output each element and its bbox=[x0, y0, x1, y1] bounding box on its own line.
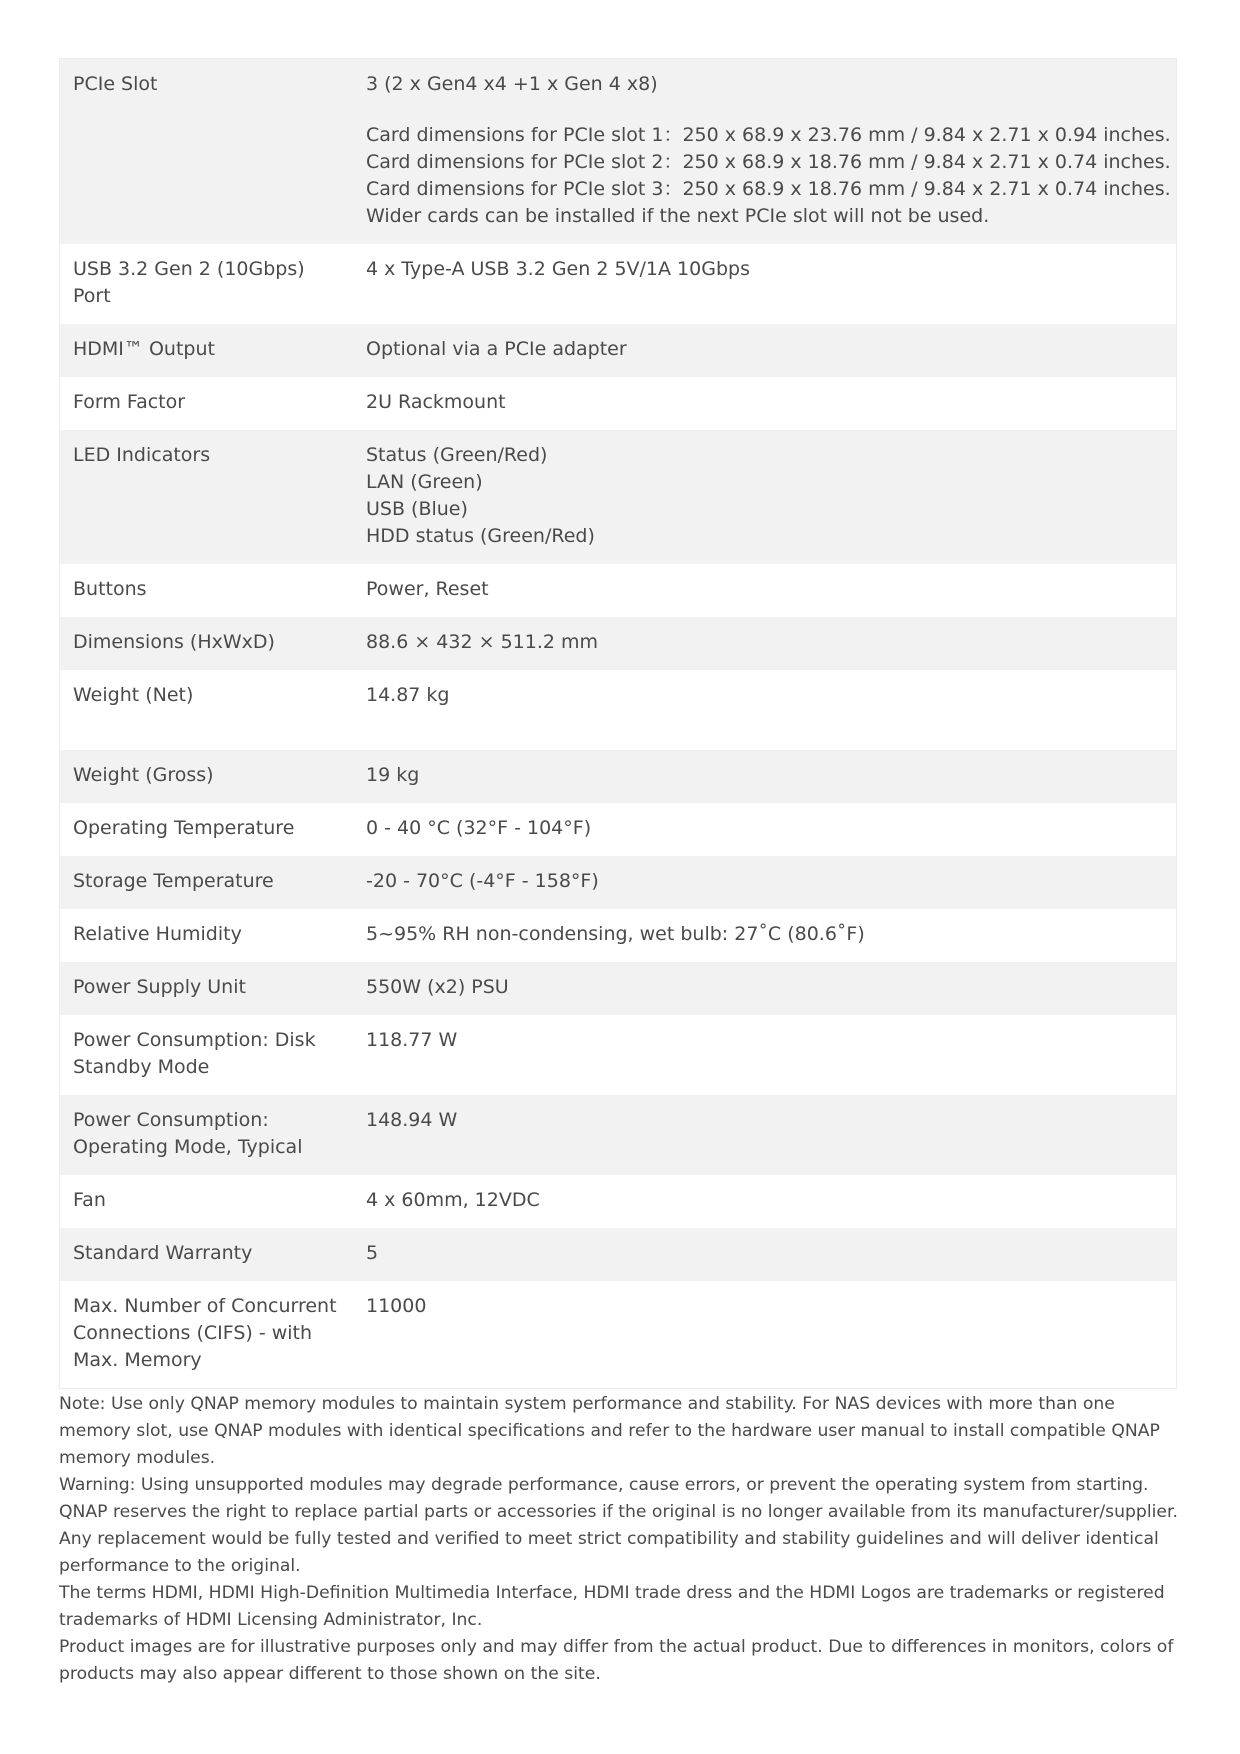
spec-label: Operating Temperature bbox=[60, 803, 354, 856]
spec-value-line: Wider cards can be installed if the next PCIe slot will not be used. bbox=[366, 205, 990, 227]
spec-row bbox=[60, 1095, 1177, 1175]
footnote-paragraph: Warning: Using unsupported modules may degrade performance, cause errors, or prevent the operating system from starting. bbox=[59, 1475, 1149, 1495]
spec-row bbox=[60, 856, 1177, 909]
spec-value bbox=[353, 59, 1177, 245]
spec-value bbox=[353, 1015, 1177, 1095]
spec-value bbox=[353, 617, 1177, 670]
spec-value-line: 4 x 60mm, 12VDC bbox=[366, 1189, 540, 1211]
spec-row bbox=[60, 1015, 1177, 1095]
spec-row bbox=[60, 1228, 1177, 1281]
spec-value bbox=[353, 324, 1177, 377]
spec-label: Power Consumption: Operating Mode, Typical bbox=[60, 1095, 354, 1175]
spec-value-line: Card dimensions for PCIe slot 2：250 x 68.9 x 18.76 mm / 9.84 x 2.71 x 0.74 inches. bbox=[366, 151, 1171, 173]
spec-value bbox=[353, 909, 1177, 962]
spec-value-line: Optional via a PCIe adapter bbox=[366, 338, 627, 360]
spec-value-line: Card dimensions for PCIe slot 3：250 x 68.9 x 18.76 mm / 9.84 x 2.71 x 0.74 inches. bbox=[366, 178, 1171, 200]
spec-label: Max. Number of Concurrent Connections (CIFS) - with Max. Memory bbox=[60, 1281, 354, 1389]
spec-label: HDMI™ Output bbox=[60, 324, 354, 377]
footnote-paragraph: The terms HDMI, HDMI High-Definition Multimedia Interface, HDMI trade dress and the HDMI Logos are trademarks or registered trademarks of HDMI Licensing Administrator, Inc. bbox=[59, 1583, 1165, 1630]
spec-value-line: USB (Blue) bbox=[366, 498, 468, 520]
spec-table bbox=[59, 58, 1177, 1389]
spec-row bbox=[60, 324, 1177, 377]
spec-row bbox=[60, 803, 1177, 856]
spec-label: Standard Warranty bbox=[60, 1228, 354, 1281]
spec-value bbox=[353, 750, 1177, 803]
spec-label: Relative Humidity bbox=[60, 909, 354, 962]
spec-row bbox=[60, 59, 1177, 245]
spec-value-line: Status (Green/Red) bbox=[366, 444, 548, 466]
spec-value-line: -20 - 70°C (-4°F - 158°F) bbox=[366, 870, 599, 892]
spec-label: Power Consumption: Disk Standby Mode bbox=[60, 1015, 354, 1095]
spec-value-line: 19 kg bbox=[366, 764, 420, 786]
spec-value bbox=[353, 1175, 1177, 1228]
spec-value-line: 148.94 W bbox=[366, 1109, 458, 1131]
spec-label: Weight (Net) bbox=[60, 670, 354, 750]
spec-value-line: 550W (x2) PSU bbox=[366, 976, 509, 998]
spec-value bbox=[353, 803, 1177, 856]
spec-value bbox=[353, 670, 1177, 750]
spec-value-line: 3 (2 x Gen4 x4 +1 x Gen 4 x8) bbox=[366, 73, 658, 95]
spec-row bbox=[60, 617, 1177, 670]
spec-row bbox=[60, 377, 1177, 430]
spec-value-line: Power, Reset bbox=[366, 578, 489, 600]
spec-row bbox=[60, 909, 1177, 962]
spec-label: Form Factor bbox=[60, 377, 354, 430]
spec-value bbox=[353, 1281, 1177, 1389]
spec-label: Dimensions (HxWxD) bbox=[60, 617, 354, 670]
spec-value-line: 5 bbox=[366, 1242, 379, 1264]
spec-value-line: 0 - 40 °C (32°F - 104°F) bbox=[366, 817, 592, 839]
spec-value-line: 11000 bbox=[366, 1295, 427, 1317]
spec-label: Storage Temperature bbox=[60, 856, 354, 909]
spec-value bbox=[353, 1228, 1177, 1281]
spec-row bbox=[60, 750, 1177, 803]
spec-value bbox=[353, 856, 1177, 909]
spec-label: Weight (Gross) bbox=[60, 750, 354, 803]
spec-value bbox=[353, 1095, 1177, 1175]
spec-value bbox=[353, 962, 1177, 1015]
spec-value bbox=[353, 564, 1177, 617]
spec-label: Buttons bbox=[60, 564, 354, 617]
spec-value bbox=[353, 244, 1177, 324]
spec-table-body bbox=[60, 59, 1177, 1389]
spec-row bbox=[60, 244, 1177, 324]
spec-row bbox=[60, 962, 1177, 1015]
spec-value bbox=[353, 377, 1177, 430]
spec-value-line: 2U Rackmount bbox=[366, 391, 506, 413]
spec-row bbox=[60, 1281, 1177, 1389]
spec-row bbox=[60, 1175, 1177, 1228]
spec-label: USB 3.2 Gen 2 (10Gbps) Port bbox=[60, 244, 354, 324]
spec-value-line bbox=[366, 709, 1166, 736]
spec-label: Fan bbox=[60, 1175, 354, 1228]
spec-label: LED Indicators bbox=[60, 430, 354, 564]
spec-row bbox=[60, 670, 1177, 750]
spec-row bbox=[60, 564, 1177, 617]
spec-label: Power Supply Unit bbox=[60, 962, 354, 1015]
spec-value-line: 88.6 × 432 × 511.2 mm bbox=[366, 631, 599, 653]
footnote-paragraph: Product images are for illustrative purposes only and may differ from the actual product. Due to differences in monitors, colors of products may also appear different to those shown on the site. bbox=[59, 1637, 1174, 1684]
spec-row bbox=[60, 430, 1177, 564]
spec-value-line: 4 x Type-A USB 3.2 Gen 2 5V/1A 10Gbps bbox=[366, 258, 750, 280]
spec-value-line: 5~95% RH non-condensing, wet bulb: 27˚C (80.6˚F) bbox=[366, 923, 865, 945]
footnote-paragraph: Note: Use only QNAP memory modules to maintain system performance and stability. For NAS devices with more than one memory slot, use QNAP modules with identical specifications and refer to the hardware user manual to install compatible QNAP memory modules. bbox=[59, 1394, 1160, 1468]
footnotes bbox=[59, 1391, 1184, 1688]
spec-value-line: 118.77 W bbox=[366, 1029, 458, 1051]
spec-value-line: Card dimensions for PCIe slot 1：250 x 68.9 x 23.76 mm / 9.84 x 2.71 x 0.94 inches. bbox=[366, 124, 1171, 146]
spec-label: PCIe Slot bbox=[60, 59, 354, 245]
spec-value-line: 14.87 kg bbox=[366, 684, 450, 706]
spec-value-line: HDD status (Green/Red) bbox=[366, 525, 595, 547]
footnote-paragraph: QNAP reserves the right to replace partial parts or accessories if the original is no longer available from its manufacturer/supplier. Any replacement would be fully tested and verified to meet strict compatibility and stability guidelines and will deliver identical performance to the original. bbox=[59, 1502, 1178, 1576]
spec-value bbox=[353, 430, 1177, 564]
spec-value-line: LAN (Green) bbox=[366, 471, 483, 493]
